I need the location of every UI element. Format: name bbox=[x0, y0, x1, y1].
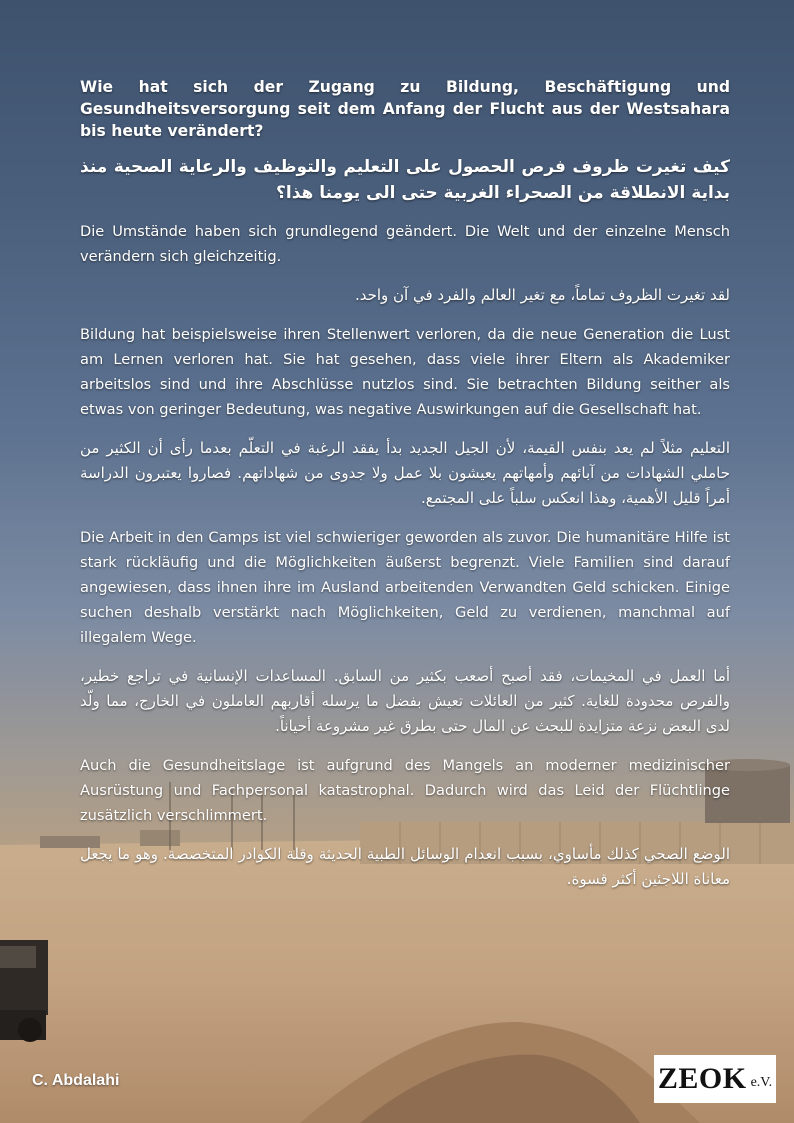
logo-wordmark: ZEOK bbox=[657, 1062, 747, 1095]
vehicle-illustration bbox=[0, 940, 48, 1042]
paragraph-3-german: Die Arbeit in den Camps ist viel schwieriger geworden als zuvor. Die humanitäre Hilfe ist stark rückläufig und die Möglichkeiten äußerst begrenzt. Viele Familien sind darauf angewiesen, dass ihnen ihre im Ausland arbeitenden Verwandten Geld schicken. Einige suchen deshalb verstärkt nach Möglichkeiten, Geld zu verdienen, manchmal auf illegalem Wege. bbox=[80, 529, 730, 646]
logo-suffix: e.V. bbox=[750, 1075, 773, 1090]
question-arabic: كيف تغيرت ظروف فرص الحصول على التعليم والتوظيف والرعاية الصحية منذ بداية الانطلاقة من الصحراء الغربية حتى الى يومنا هذا؟ bbox=[80, 157, 730, 203]
article-body bbox=[80, 76, 730, 906]
paragraph-1-arabic: لقد تغيرت الظروف تماماً، مع تغير العالم والفرد في آن واحد. bbox=[354, 286, 730, 304]
paragraph-3-arabic: أما العمل في المخيمات، فقد أصبح أصعب بكثير من السابق. المساعدات الإنسانية في تراجع خطير، والفرص محدودة للغاية. كثير من العائلات تعيش بفضل ما يرسله أقاربهم العاملون في الخارج، مما ولّد لدى البعض نزعة متزايدة للبحث عن المال حتى بطرق غير مشروعة أحياناً. bbox=[80, 667, 730, 735]
paragraph-2-german: Bildung hat beispielsweise ihren Stellenwert verloren, da die neue Generation die Lust am Lernen verloren hat. Sie hat gesehen, dass viele ihrer Eltern als Akademiker arbeitslos sind und ihre Abschlüsse nutzlos sind. Sie betrachten Bildung seither als etwas von geringer Bedeutung, was negative Auswirkungen auf die Gesellschaft hat. bbox=[80, 326, 730, 418]
paragraph-4-german: Auch die Gesundheitslage ist aufgrund des Mangels an moderner medizinischer Ausrüstung und Fachpersonal katastrophal. Dadurch wird das Leid der Flüchtlinge zusätzlich verschlimmert. bbox=[80, 757, 730, 824]
author-credit: C. Abdalahi bbox=[32, 1072, 120, 1089]
paragraph-2-arabic: التعليم مثلاً لم يعد بنفس القيمة، لأن الجيل الجديد بدأ يفقد الرغبة في التعلّم بعدما رأى أن الكثير من حاملي الشهادات من آبائهم وأمهاتهم يعيشون بلا عمل ولا جدوى من شهاداتهم. فصاروا يعتبرون الدراسة أمراً قليل الأهمية، وهذا انعكس سلباً على المجتمع. bbox=[80, 439, 730, 507]
zeok-logo bbox=[654, 1055, 776, 1103]
paragraph-1-german: Die Umstände haben sich grundlegend geändert. Die Welt und der einzelne Mensch verändern sich gleichzeitig. bbox=[80, 223, 730, 265]
question-german: Wie hat sich der Zugang zu Bildung, Beschäftigung und Gesundheitsversorgung seit dem Anfang der Flucht aus der Westsahara bis heute verändert? bbox=[80, 78, 730, 140]
paragraph-4-arabic: الوضع الصحي كذلك مأساوي، بسبب انعدام الوسائل الطبية الحديثة وقلة الكوادر المتخصصة. وهو ما يجعل معاناة اللاجئين أكثر قسوة. bbox=[80, 845, 730, 888]
